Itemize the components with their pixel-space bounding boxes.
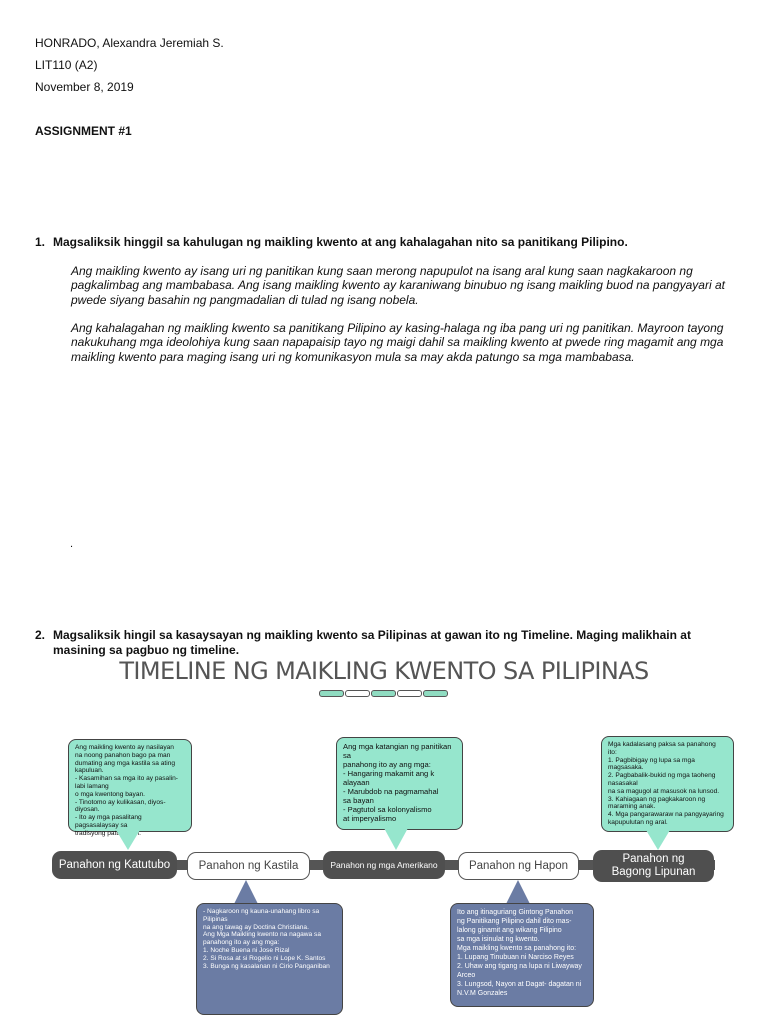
stray-mark: .	[70, 538, 74, 550]
assignment-title: ASSIGNMENT #1	[35, 124, 132, 138]
note-kastila-pointer	[234, 880, 258, 904]
question-2	[35, 628, 735, 658]
era-hapon: Panahon ng Hapon	[458, 852, 579, 880]
decor-pill	[371, 690, 396, 697]
note-amerikano-pointer	[384, 828, 408, 850]
decor-pill	[397, 690, 422, 697]
answer-1-paragraph-2: Ang kahalagahan ng maikling kwento sa panitikang Pilipino ay kasing-halaga ng iba pang uri ng panitikan. Mayroon tayong nakukuhang mga ideolohiya kung saan napapaisip tayo ng maigi dahil sa maikling kwento at pwede ring magamit ang mga maikling kwento para maging isang uri ng komunikasyon mula sa may akda patungo sa mga mambabasa.	[71, 321, 724, 364]
era-amerikano: Panahon ng mga Amerikano	[323, 851, 445, 879]
era-katutubo: Panahon ng Katutubo	[52, 851, 177, 879]
note-kastila: - Nagkaroon ng kauna-unahang libro sa Pilipinas na ang tawag ay Doctina Christiana. Ang Mga Maikling kwento na nagawa sa panahong ito ay ang mga: 1. Noche Buena ni Jose Rizal 2. Si Rosa at si Rogelio ni Lope K. Santos 3. Bunga ng kasalanan ni Cirio Panganiban	[196, 903, 343, 1015]
question-1-text: Magsaliksik hinggil sa kahulugan ng maikling kwento at ang kahalagahan nito sa panitikang Pilipino.	[53, 235, 628, 249]
decor-pill	[345, 690, 370, 697]
decor-pill	[423, 690, 448, 697]
student-name: HONRADO, Alexandra Jeremiah S.	[35, 36, 224, 50]
note-amerikano: Ang mga katangian ng panitikan sa panahong ito ay ang mga: - Hangaring makamit ang k alayaan - Marubdob na pagmamahal sa bayan - Pagtutol sa kolonyalismo at imperyalismo	[336, 737, 463, 830]
timeline-title: TIMELINE NG MAIKLING KWENTO SA PILIPINAS	[119, 657, 649, 685]
note-bagong-lipunan-pointer	[646, 830, 670, 850]
date: November 8, 2019	[35, 80, 134, 94]
question-1	[35, 235, 735, 250]
era-bagong-lipunan: Panahon ng Bagong Lipunan	[593, 850, 714, 882]
answer-1-paragraph-1: Ang maikling kwento ay isang uri ng panitikan kung saan merong napupulot na isang aral kung saan nagkakaroon ng pagkalimbag ang mambabasa. Ang isang maikling kwento ay karaniwang binubuo ng isang maikling buod na pangyayari at pwede siyang basahin ng pangmadalian di tulad ng isang nobela.	[71, 264, 725, 307]
note-hapon-pointer	[506, 880, 530, 904]
question-2-text: Magsaliksik hingil sa kasaysayan ng maikling kwento sa Pilipinas at gawan ito ng Timeline. Maging malikhain at masining sa pagbuo ng timeline.	[53, 628, 691, 657]
question-2-number: 2.	[35, 628, 46, 642]
note-katutubo-pointer	[116, 830, 140, 850]
note-bagong-lipunan: Mga kadalasang paksa sa panahong ito: 1. Pagbibigay ng lupa sa mga magsasaka. 2. Pagbabalik-bukid ng mga taoheng nasasakal na sa magugol at masusok na lunsod. 3. Kahiagaan ng pagkakaroon ng maraming anak. 4. Mga pangarawaraw na pangyayaring kapupulutan ng aral.	[601, 736, 734, 832]
question-1-number: 1.	[35, 235, 46, 249]
course-code: LIT110 (A2)	[35, 58, 98, 72]
era-kastila: Panahon ng Kastila	[187, 852, 310, 880]
note-katutubo: Ang maikling kwento ay nasilayan na noong panahon bago pa man dumating ang mga kastila sa ating kapuluan. - Kasamihan sa mga ito ay pasalin-labi lamang o mga kwentong bayan. - Tinotomo ay kulikasan, diyos-diyosan. - Ito ay mga pasalitang pagsasalaysay sa tradisyong patulkuyan.	[68, 739, 192, 832]
note-hapon: Ito ang itinaguriang Gintong Panahon ng Panitikang Pilipino dahil dito mas- lalong ginamit ang wikang Filipino sa mga isinulat ng kwento. Mga maikling kwento sa panahong ito: 1. Lupang Tinubuan ni Narciso Reyes 2. Uhaw ang tigang na lupa ni Liwayway Arceo 3. Lungsod, Nayon at Dagat- dagatan ni N.V.M Gonzales	[450, 903, 594, 1007]
decor-pill	[319, 690, 344, 697]
